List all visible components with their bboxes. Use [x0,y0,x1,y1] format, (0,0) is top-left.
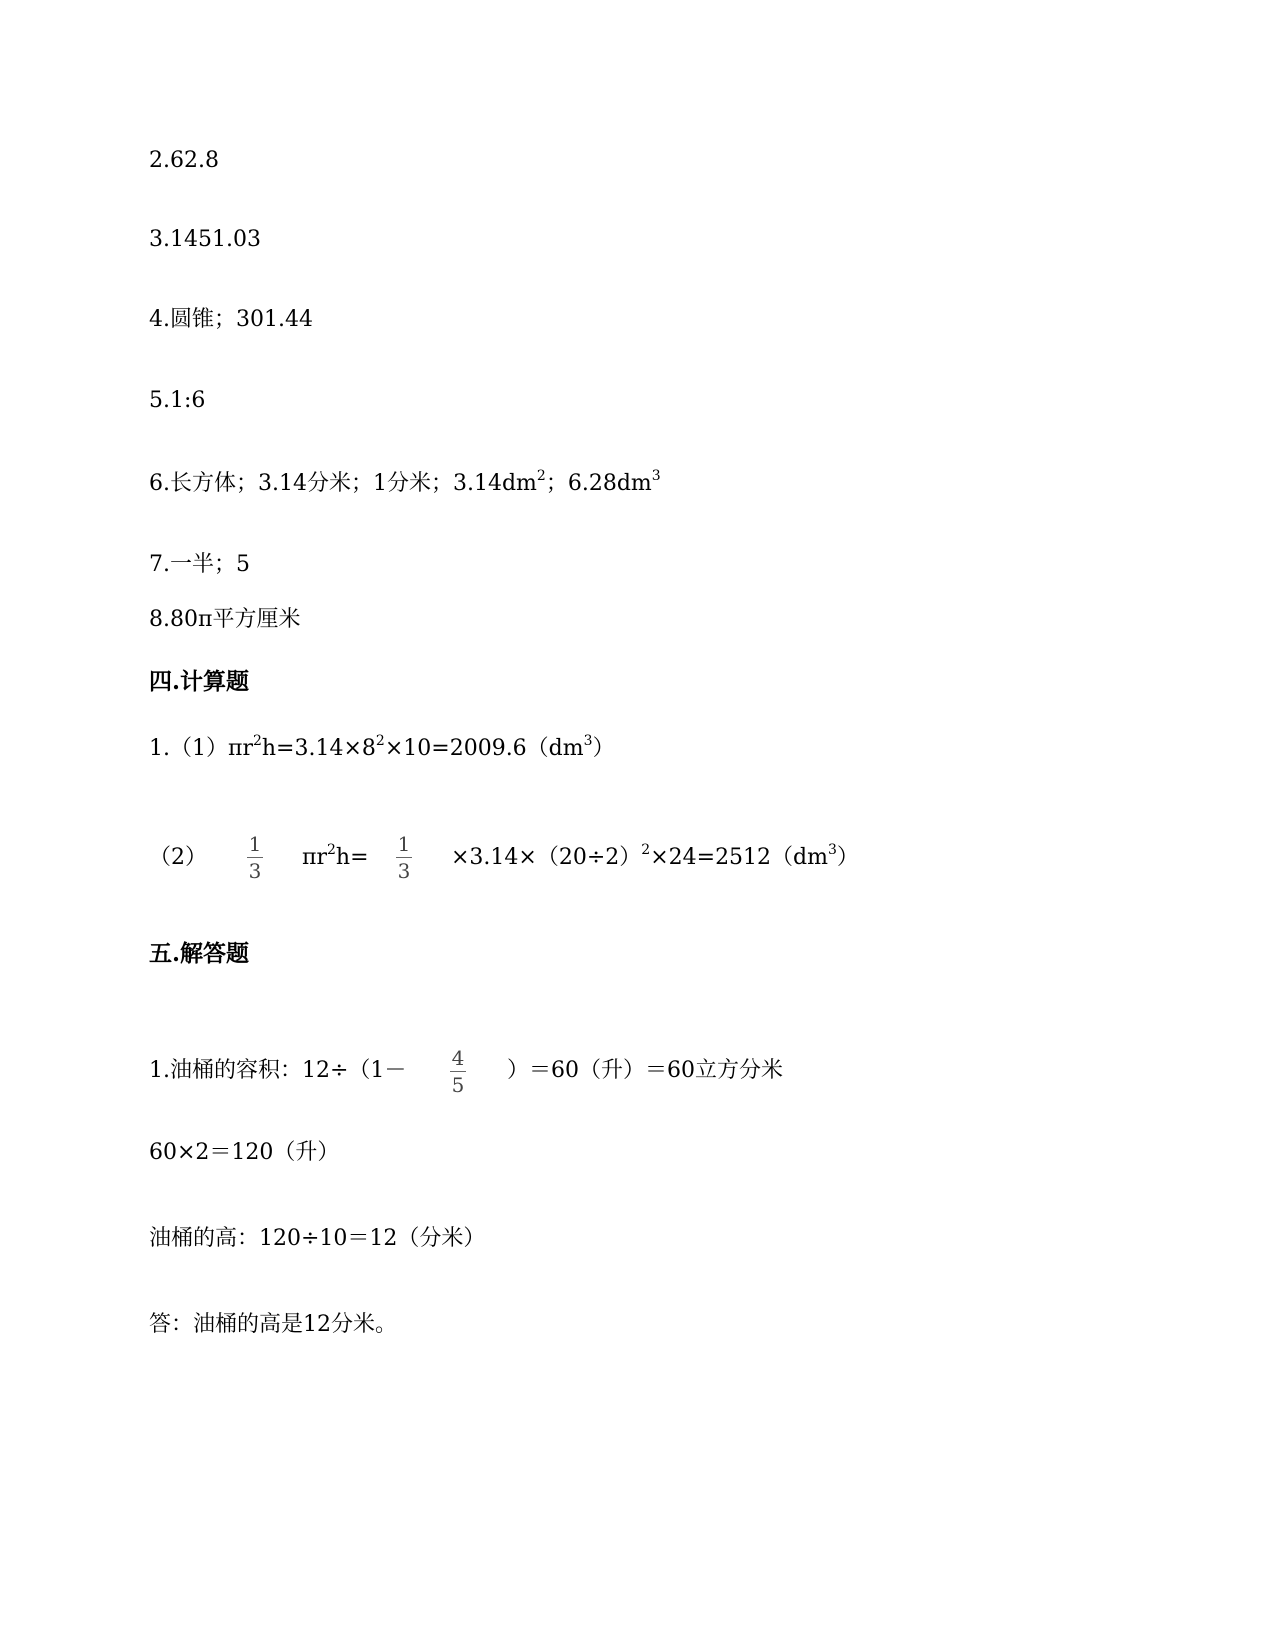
answer-line-4: 4.圆锥；301.44 [149,307,313,332]
fraction-bar [450,1071,466,1072]
calc-q1-b: h=3.14×8 [261,736,376,761]
section-5-title: 五.解答题 [149,940,250,967]
calc-q2-tail [451,841,859,872]
calc-q2-mid [302,841,369,872]
fraction-denominator: 5 [451,1073,465,1097]
calc-q2-tail-c: ） [836,845,859,870]
fraction-numerator: 1 [397,832,411,856]
calc-q1 [149,732,615,763]
calc-q2-mid-a: πr [302,845,327,870]
calc-q1-exp3: 3 [583,732,593,749]
answer-line-6-exp2: 3 [651,467,661,484]
answer-line-6 [149,467,661,498]
fraction-denominator: 3 [248,859,262,883]
answer-line-8: 8.80π平方厘米 [149,607,301,632]
calc-q2-tail-exp2: 3 [828,841,837,858]
fraction-one-third-2 [396,832,412,883]
solve-line-1-b: ）＝60（升）＝60立方分米 [507,1058,783,1083]
fraction-bar [396,857,412,858]
calc-q2-tail-b: ×24=2512（dm [650,845,828,870]
answer-line-6-text-b: ；6.28dm [545,471,652,496]
fraction-numerator: 1 [248,832,262,856]
calc-q1-exp1: 2 [252,732,262,749]
calc-q1-c: ×10=2009.6（dm [384,736,584,761]
solve-line-1-a: 1.油桶的容积：12÷（1－ [149,1058,407,1083]
answer-line-5: 5.1:6 [149,388,206,413]
calc-q2-mid-b: h= [335,845,369,870]
answer-line-6-exp1: 2 [536,467,546,484]
fraction-denominator: 3 [397,859,411,883]
answer-line-3: 3.1451.03 [149,227,261,252]
answer-line-6-text-a: 6.长方体；3.14分米；1分米；3.14dm [149,471,537,496]
solve-line-2: 60×2＝120（升） [149,1140,340,1165]
fraction-one-third-1 [247,832,263,883]
section-4-title: 四.计算题 [149,668,250,695]
fraction-bar [247,857,263,858]
calc-q2-tail-exp1: 2 [641,841,651,858]
calc-q2-mid-exp: 2 [326,841,336,858]
calc-q1-a: 1.（1）πr [149,736,253,761]
answer-line-2: 2.62.8 [149,148,219,173]
calc-q1-d: ） [592,736,615,761]
calc-q1-exp2: 2 [375,732,385,749]
solve-answer: 答：油桶的高是12分米。 [149,1312,397,1337]
answer-line-7: 7.一半；5 [149,552,250,577]
calc-q2-label: （2） [149,845,207,870]
calc-q2-tail-a: ×3.14×（20÷2） [451,845,642,870]
fraction-numerator: 4 [451,1046,465,1070]
solve-line-3: 油桶的高：120÷10＝12（分米） [149,1226,486,1251]
fraction-four-fifths [450,1046,466,1097]
